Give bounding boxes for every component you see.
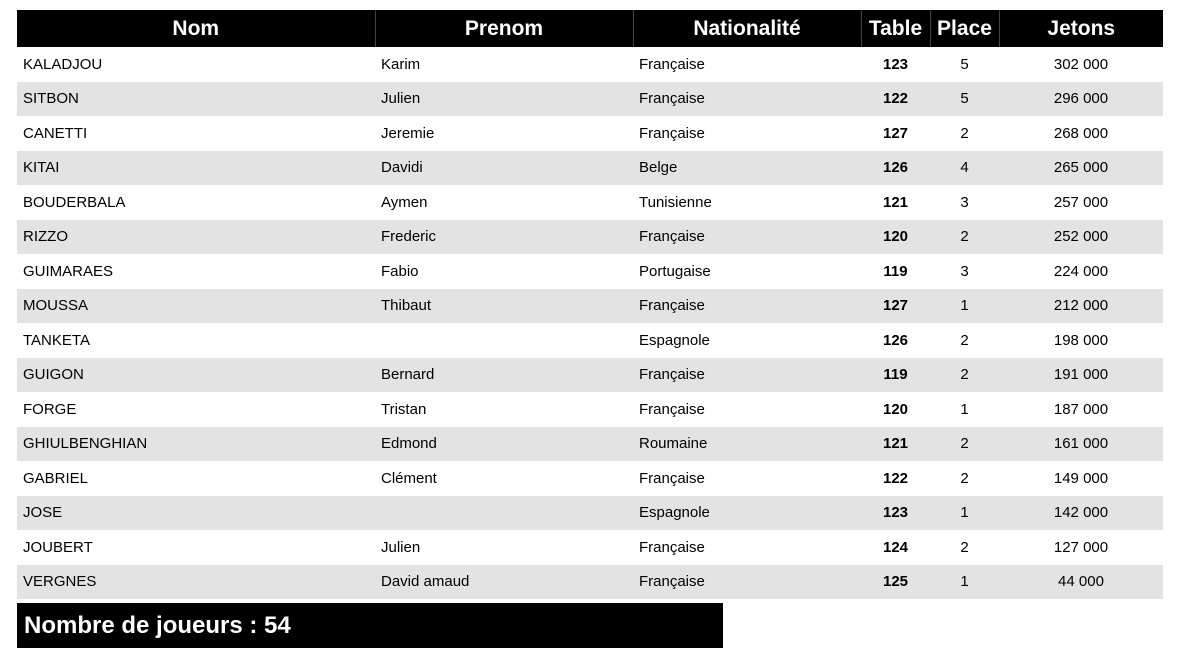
column-header-nationalite: Nationalité xyxy=(633,10,861,47)
table-body xyxy=(17,47,1163,599)
cell-nom: CANETTI xyxy=(23,124,88,142)
cell-nom: GHIULBENGHIAN xyxy=(17,427,375,462)
cell-nom: TANKETA xyxy=(23,331,90,349)
cell-place: 2 xyxy=(930,220,999,255)
cell-place: 1 xyxy=(930,565,999,600)
cell-nom: KALADJOU xyxy=(23,55,103,73)
table-row xyxy=(17,82,1163,117)
cell-prenom: Jeremie xyxy=(381,124,435,142)
cell-nationalite: Portugaise xyxy=(639,262,711,280)
cell-jetons: 191 000 xyxy=(999,358,1163,393)
cell-nationalite: Française xyxy=(633,82,861,117)
cell-nom: MOUSSA xyxy=(17,289,375,324)
cell-prenom xyxy=(375,323,633,358)
table-row xyxy=(17,47,1163,82)
cell-jetons: 198 000 xyxy=(1053,331,1109,349)
cell-nationalite: Espagnole xyxy=(639,331,710,349)
cell-nationalite: Tunisienne xyxy=(639,193,712,211)
cell-jetons: 302 000 xyxy=(1053,55,1109,73)
cell-nationalite: Belge xyxy=(633,151,861,186)
cell-prenom: Julien xyxy=(381,538,421,556)
cell-jetons: 268 000 xyxy=(1053,124,1109,142)
cell-prenom: Thibaut xyxy=(375,289,633,324)
cell-nationalite: Française xyxy=(639,55,705,73)
table-row xyxy=(17,323,1163,358)
cell-nationalite: Française xyxy=(633,289,861,324)
cell-table: 126 xyxy=(882,331,909,349)
cell-prenom: Julien xyxy=(375,82,633,117)
cell-nationalite: Française xyxy=(639,469,705,487)
cell-nom: JOUBERT xyxy=(23,538,93,556)
cell-nationalite: Française xyxy=(633,358,861,393)
cell-place: 3 xyxy=(960,193,969,211)
cell-nationalite: Française xyxy=(639,124,705,142)
cell-prenom: Frederic xyxy=(375,220,633,255)
cell-prenom: Bernard xyxy=(375,358,633,393)
column-header-place: Place xyxy=(930,10,999,47)
column-header-prenom: Prenom xyxy=(375,10,633,47)
cell-table: 119 xyxy=(861,358,930,393)
cell-nationalite: Roumaine xyxy=(633,427,861,462)
cell-jetons: 224 000 xyxy=(1053,262,1109,280)
column-header-nom: Nom xyxy=(17,10,375,47)
cell-jetons: 265 000 xyxy=(999,151,1163,186)
cell-table: 126 xyxy=(861,151,930,186)
cell-table: 121 xyxy=(861,427,930,462)
cell-jetons: 161 000 xyxy=(999,427,1163,462)
cell-place: 1 xyxy=(930,289,999,324)
table-row xyxy=(17,185,1163,220)
table-row xyxy=(17,530,1163,565)
cell-nationalite: Française xyxy=(639,538,705,556)
table-row xyxy=(17,358,1163,393)
cell-place: 5 xyxy=(960,55,969,73)
cell-place: 3 xyxy=(960,262,969,280)
table-row xyxy=(17,116,1163,151)
cell-table: 119 xyxy=(883,262,908,280)
cell-table: 123 xyxy=(861,496,930,531)
table-row xyxy=(17,565,1163,600)
cell-prenom: Edmond xyxy=(375,427,633,462)
cell-place: 1 xyxy=(930,496,999,531)
cell-place: 2 xyxy=(960,124,969,142)
cell-nationalite: Espagnole xyxy=(633,496,861,531)
cell-table: 125 xyxy=(861,565,930,600)
cell-table: 127 xyxy=(861,289,930,324)
table-row xyxy=(17,289,1163,324)
table-row xyxy=(17,461,1163,496)
cell-prenom: Fabio xyxy=(381,262,419,280)
cell-jetons: 149 000 xyxy=(1053,469,1109,487)
table-row xyxy=(17,427,1163,462)
cell-jetons: 142 000 xyxy=(999,496,1163,531)
cell-prenom: David amaud xyxy=(375,565,633,600)
cell-jetons: 257 000 xyxy=(1053,193,1109,211)
cell-nationalite: Française xyxy=(639,400,705,418)
table-row xyxy=(17,392,1163,427)
cell-prenom: Davidi xyxy=(375,151,633,186)
cell-prenom: Clément xyxy=(381,469,437,487)
cell-jetons: 44 000 xyxy=(999,565,1163,600)
table-row xyxy=(17,496,1163,531)
cell-jetons: 212 000 xyxy=(999,289,1163,324)
cell-nom: GABRIEL xyxy=(23,469,89,487)
cell-nom: JOSE xyxy=(17,496,375,531)
cell-table: 122 xyxy=(882,469,909,487)
cell-table: 124 xyxy=(882,538,909,556)
table-row xyxy=(17,254,1163,289)
cell-place: 1 xyxy=(960,400,969,418)
table-row xyxy=(17,151,1163,186)
cell-place: 2 xyxy=(960,538,969,556)
player-count-banner xyxy=(17,603,723,648)
cell-prenom: Aymen xyxy=(381,193,428,211)
cell-nom: SITBON xyxy=(17,82,375,117)
cell-place: 2 xyxy=(930,427,999,462)
table-row xyxy=(17,220,1163,255)
cell-table: 123 xyxy=(882,55,909,73)
cell-table: 127 xyxy=(882,124,909,142)
cell-nom: GUIMARAES xyxy=(23,262,114,280)
cell-nationalite: Française xyxy=(633,565,861,600)
cell-jetons: 296 000 xyxy=(999,82,1163,117)
player-count-value: 54 xyxy=(264,612,291,639)
cell-table: 122 xyxy=(861,82,930,117)
cell-prenom xyxy=(375,496,633,531)
cell-nom: FORGE xyxy=(23,400,77,418)
cell-prenom: Tristan xyxy=(381,400,427,418)
cell-jetons: 187 000 xyxy=(1053,400,1109,418)
column-header-jetons: Jetons xyxy=(999,10,1163,47)
cell-place: 2 xyxy=(960,331,969,349)
table-header xyxy=(17,10,1163,47)
cell-table: 121 xyxy=(882,193,909,211)
cell-nom: GUIGON xyxy=(17,358,375,393)
cell-place: 2 xyxy=(960,469,969,487)
cell-nom: BOUDERBALA xyxy=(23,193,126,211)
cell-table: 120 xyxy=(861,220,930,255)
cell-place: 4 xyxy=(930,151,999,186)
cell-table: 120 xyxy=(882,400,909,418)
cell-prenom: Karim xyxy=(381,55,421,73)
cell-nom: RIZZO xyxy=(17,220,375,255)
cell-nationalite: Française xyxy=(633,220,861,255)
cell-place: 5 xyxy=(930,82,999,117)
player-count-label: Nombre de joueurs : xyxy=(24,612,258,639)
cell-place: 2 xyxy=(930,358,999,393)
cell-jetons: 127 000 xyxy=(1053,538,1109,556)
cell-jetons: 252 000 xyxy=(999,220,1163,255)
column-header-table: Table xyxy=(861,10,930,47)
players-table xyxy=(17,10,1163,599)
cell-nom: KITAI xyxy=(17,151,375,186)
cell-nom: VERGNES xyxy=(17,565,375,600)
